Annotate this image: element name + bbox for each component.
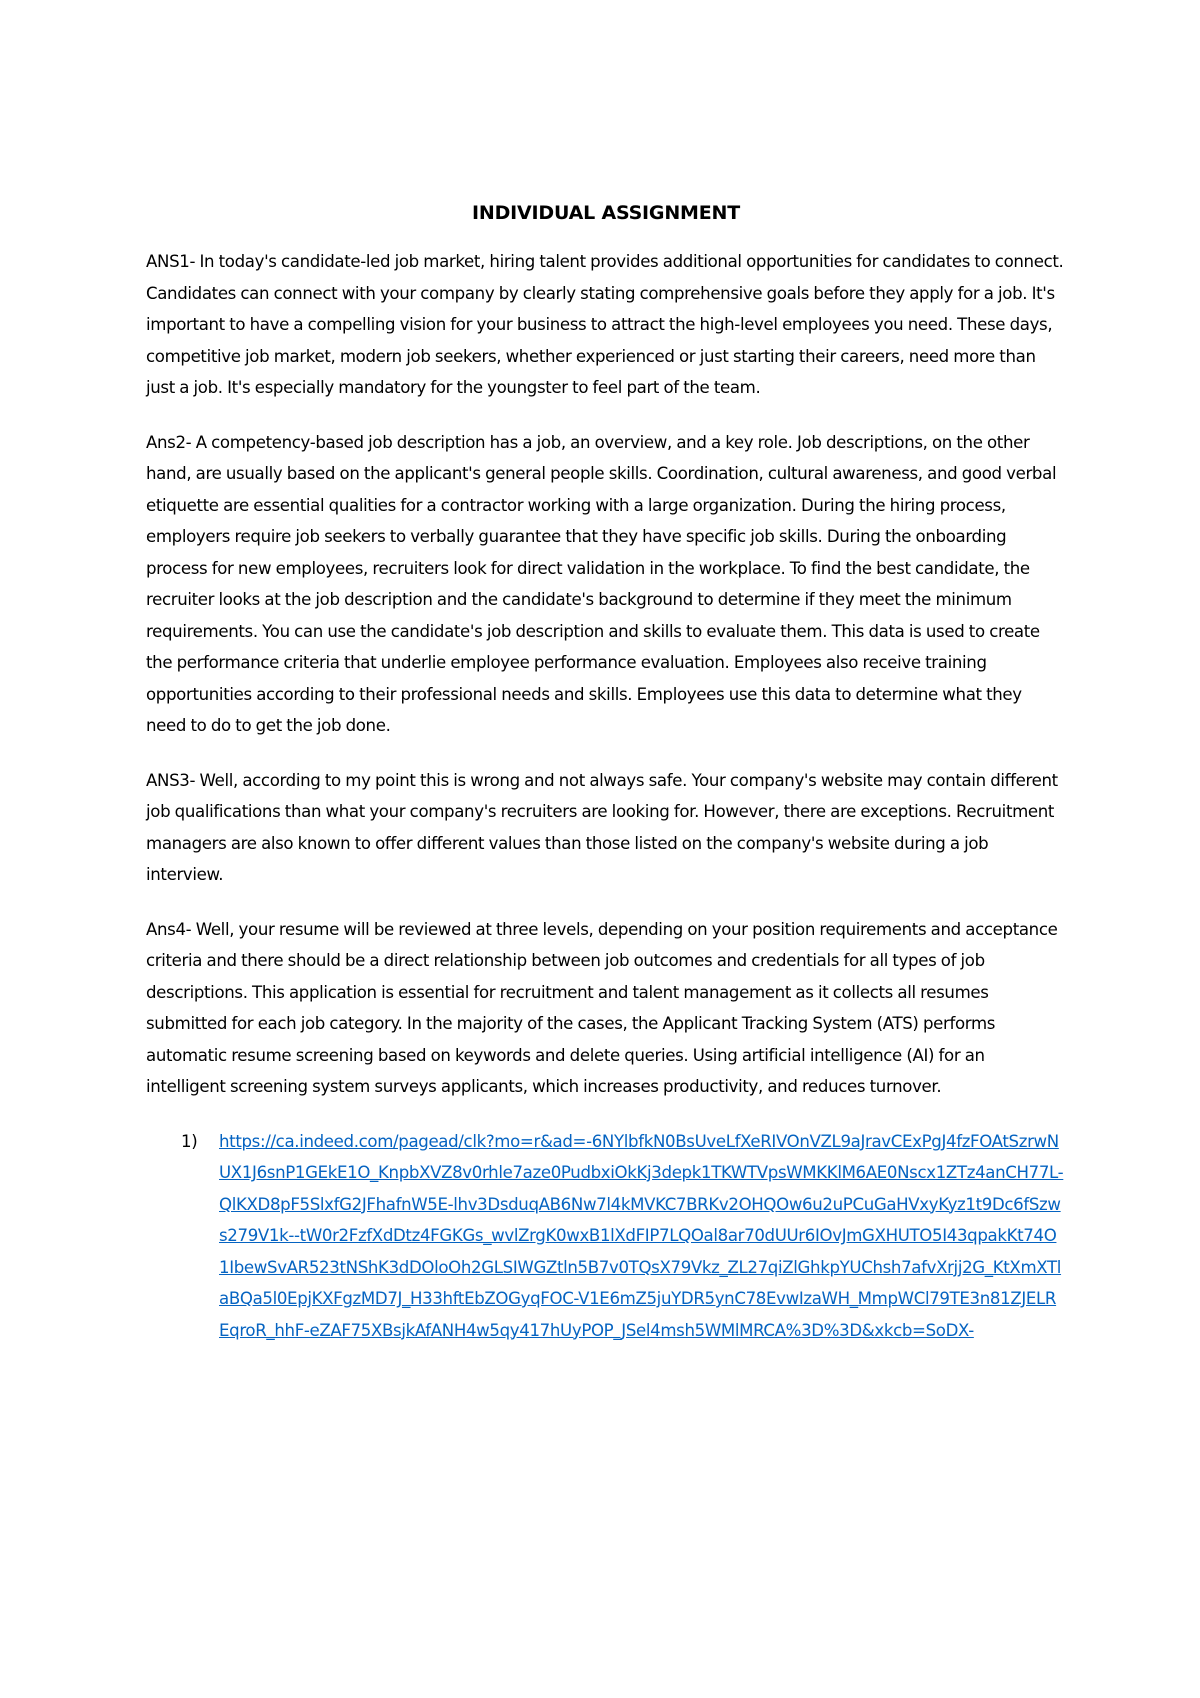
reference-number: 1) — [181, 1131, 198, 1151]
reference-item — [146, 1126, 1066, 1347]
answer-3-paragraph: ANS3- Well, according to my point this is wrong and not always safe. Your company's website may contain different job qualifications than what your company's recruiters are looking for. However, there are exceptions. Recruitment managers are also known to offer different values than those listed on the company's website during a job interview. — [146, 770, 1058, 884]
document-title: INDIVIDUAL ASSIGNMENT — [472, 202, 740, 224]
answer-2-paragraph: Ans2- A competency-based job description has a job, an overview, and a key role. Job descriptions, on the other hand, are usually based on the applicant's general people skills. Coordination, cultural awareness, and good verbal etiquette are essential qualities for a contractor working with a large organization. During the hiring process, employers require job seekers to verbally guarantee that they have specific job skills. During the onboarding process for new employees, recruiters look for direct validation in the workplace. To find the best candidate, the recruiter looks at the job description and the candidate's background to determine if they meet the minimum requirements. You can use the candidate's job description and skills to evaluate them. This data is used to create the performance criteria that underlie employee performance evaluation. Employees also receive training opportunities according to their professional needs and skills. Employees use this data to determine what they need to do to get the job done. — [146, 432, 1057, 735]
reference-link[interactable]: https://ca.indeed.com/pagead/clk?mo=r&ad=-6NYlbfkN0BsUveLfXeRIVOnVZL9aJravCExPgJ4fzFOAtSzrwNUX1J6snP1GEkE1O_KnpbXVZ8v0rhle7aze0PudbxiOkKj3depk1TKWTVpsWMKKlM6AE0Nscx1ZTz4anCH77L-QlKXD8pF5SlxfG2JFhafnW5E-lhv3DsduqAB6Nw7l4kMVKC7BRKv2OHQOw6u2uPCuGaHVxyKyz1t9Dc6fSzws279V1k--tW0r2FzfXdDtz4FGKGs_wvlZrgK0wxB1lXdFIP7LQOal8ar70dUUr6IOvJmGXHUTO5I43qpakKt74O1IbewSvAR523tNShK3dDOloOh2GLSIWGZtln5B7v0TQsX79Vkz_ZL27qiZlGhkpYUChsh7afvXrjj2G_KtXmXTlaBQa5l0EpjKXFgzMD7J_H33hftEbZOGyqFOC-V1E6mZ5juYDR5ynC78EvwIzaWH_MmpWCl79TE3n81ZJELREqroR_hhF-eZAF75XBsjkAfANH4w5qy417hUyPOP_JSel4msh5WMlMRCA%3D%3D&xkcb=SoDX- — [219, 1131, 1064, 1340]
answer-4-paragraph: Ans4- Well, your resume will be reviewed at three levels, depending on your position requirements and acceptance criteria and there should be a direct relationship between job outcomes and credentials for all types of job descriptions. This application is essential for recruitment and talent management as it collects all resumes submitted for each job category. In the majority of the cases, the Applicant Tracking System (ATS) performs automatic resume screening based on keywords and delete queries. Using artificial intelligence (AI) for an intelligent screening system surveys applicants, which increases productivity, and reduces turnover. — [146, 919, 1058, 1096]
answer-1-paragraph: ANS1- In today's candidate-led job market, hiring talent provides additional opportunities for candidates to connect. Candidates can connect with your company by clearly stating comprehensive goals before they apply for a job. It's important to have a compelling vision for your business to attract the high-level employees you need. These days, competitive job market, modern job seekers, whether experienced or just starting their careers, need more than just a job. It's especially mandatory for the youngster to feel part of the team. — [146, 252, 1064, 397]
document-body — [146, 200, 1066, 1346]
reference-list — [146, 1126, 1066, 1347]
